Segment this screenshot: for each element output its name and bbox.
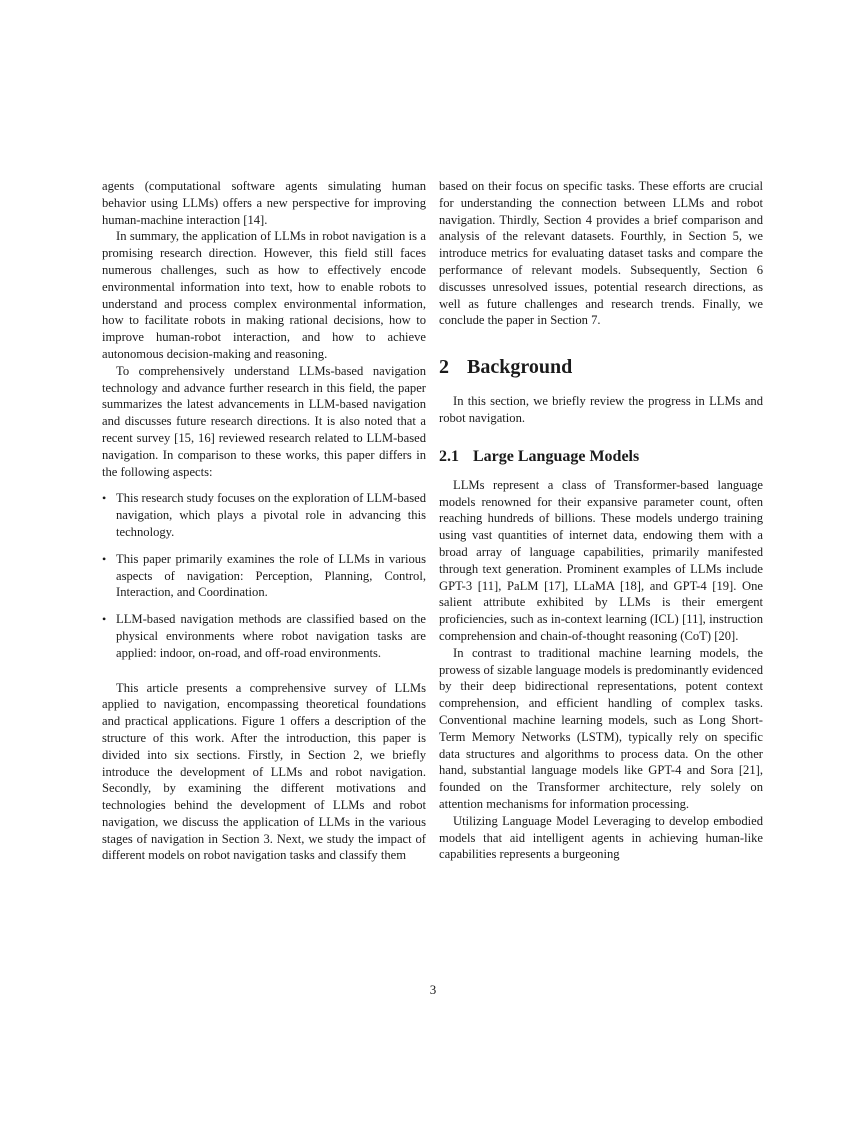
list-item-text: LLM-based navigation methods are classified based on the physical environments where robot navigation tasks are applied: indoor, on-road, and off-road environments. xyxy=(116,612,426,660)
right-column xyxy=(439,178,763,863)
bullet-list xyxy=(102,490,426,661)
section-heading xyxy=(439,355,763,379)
paragraph: In contrast to traditional machine learning models, the prowess of sizable language models is predominantly evidenced by their deep bidirectional representations, potent context comprehension, and efficient handling of complex tasks. Conventional machine learning models, such as Long Short-Term Memory Networks (LSTM), typically rely on specific data structures and algorithms to process data. On the other hand, substantial language models like GPT-4 and Sora [21], founded on the Transformer architecture, rely solely on attention mechanisms for information processing. xyxy=(439,645,763,811)
section-number: 2 xyxy=(439,356,449,379)
list-item-text: This research study focuses on the exploration of LLM-based navigation, which plays a pivotal role in advancing this technology. xyxy=(116,491,426,539)
paragraph: In this section, we briefly review the progress in LLMs and robot navigation. xyxy=(439,394,763,425)
bullet-icon: • xyxy=(102,612,107,627)
bullet-icon: • xyxy=(102,491,107,506)
paragraph: In summary, the application of LLMs in robot navigation is a promising research direction. However, this field still faces numerous challenges, such as how to effectively encode environmental information into text, how to enable robots to understand and process complex environmental information, how to facilitate robots in making rational decisions, how to improve human-robot interaction, and how to achieve autonomous decision-making and reasoning. xyxy=(102,229,426,361)
page-number: 3 xyxy=(429,982,437,997)
subsection-title: Large Language Models xyxy=(473,447,640,465)
subsection-heading xyxy=(439,447,763,467)
subsection-number: 2.1 xyxy=(439,447,459,465)
paragraph: To comprehensively understand LLMs-based navigation technology and advance further research in this field, the paper summarizes the latest advancements in LLM-based navigation and discusses future research directions. It is also noted that a recent survey [15, 16] reviewed research related to LLM-based navigation. In comparison to these works, this paper differs in the following aspects: xyxy=(102,363,426,479)
list-item-text: This paper primarily examines the role of LLMs in various aspects of navigation: Perception, Planning, Control, Interaction, and Coordination. xyxy=(116,551,426,600)
list-item xyxy=(102,551,426,601)
paragraph: LLMs represent a class of Transformer-based language models renowned for their expansive parameter count, often reaching hundreds of billions. These models undergo training using vast quantities of internet data, endowing them with a broad array of language capabilities, primarily manifested through text generation. Prominent examples of LLMs include GPT-3 [11], PaLM [17], LLaMA [18], and GPT-4 [19]. One salient attribute exhibited by LLMs is their emergent proficiencies, such as in-context learning (ICL) [11], instruction comprehension and chain-of-thought reasoning (CoT) [20]. xyxy=(439,477,763,643)
bullet-icon: • xyxy=(102,551,107,566)
paragraph: This article presents a comprehensive survey of LLMs applied to navigation, encompassing theoretical foundations and practical applications. Figure 1 offers a description of the structure of this work. After the introduction, this paper is divided into six sections. Firstly, in Section 2, we briefly introduce the development of LLMs and robot navigation. Secondly, by examining the different motivations and technologies behind the development of LLMs and robot navigation, we discuss the application of LLMs in the various stages of navigation in Section 3. Next, we study the impact of different models on robot navigation tasks and classify them xyxy=(102,680,426,863)
list-item xyxy=(102,611,426,661)
paragraph: based on their focus on specific tasks. These efforts are crucial for understanding the connection between LLMs and robot navigation. Thirdly, Section 4 provides a brief comparison and analysis of the relevant datasets. Fourthly, in Section 5, we introduce metrics for evaluating dataset tasks and compare the performance of relevant models. Subsequently, Section 6 discusses unresolved issues, potential research directions, as well as future challenges and research trends. Finally, we conclude the paper in Section 7. xyxy=(439,179,763,328)
left-column xyxy=(102,178,426,864)
section-title: Background xyxy=(467,356,573,379)
paragraph: Utilizing Language Model Leveraging to develop embodied models that aid intelligent agents in achieving human-like capabilities represents a burgeoning xyxy=(439,813,763,862)
paragraph: agents (computational software agents simulating human behavior using LLMs) offers a new perspective for improving human-machine interaction [14]. xyxy=(102,179,426,227)
list-item xyxy=(102,490,426,540)
